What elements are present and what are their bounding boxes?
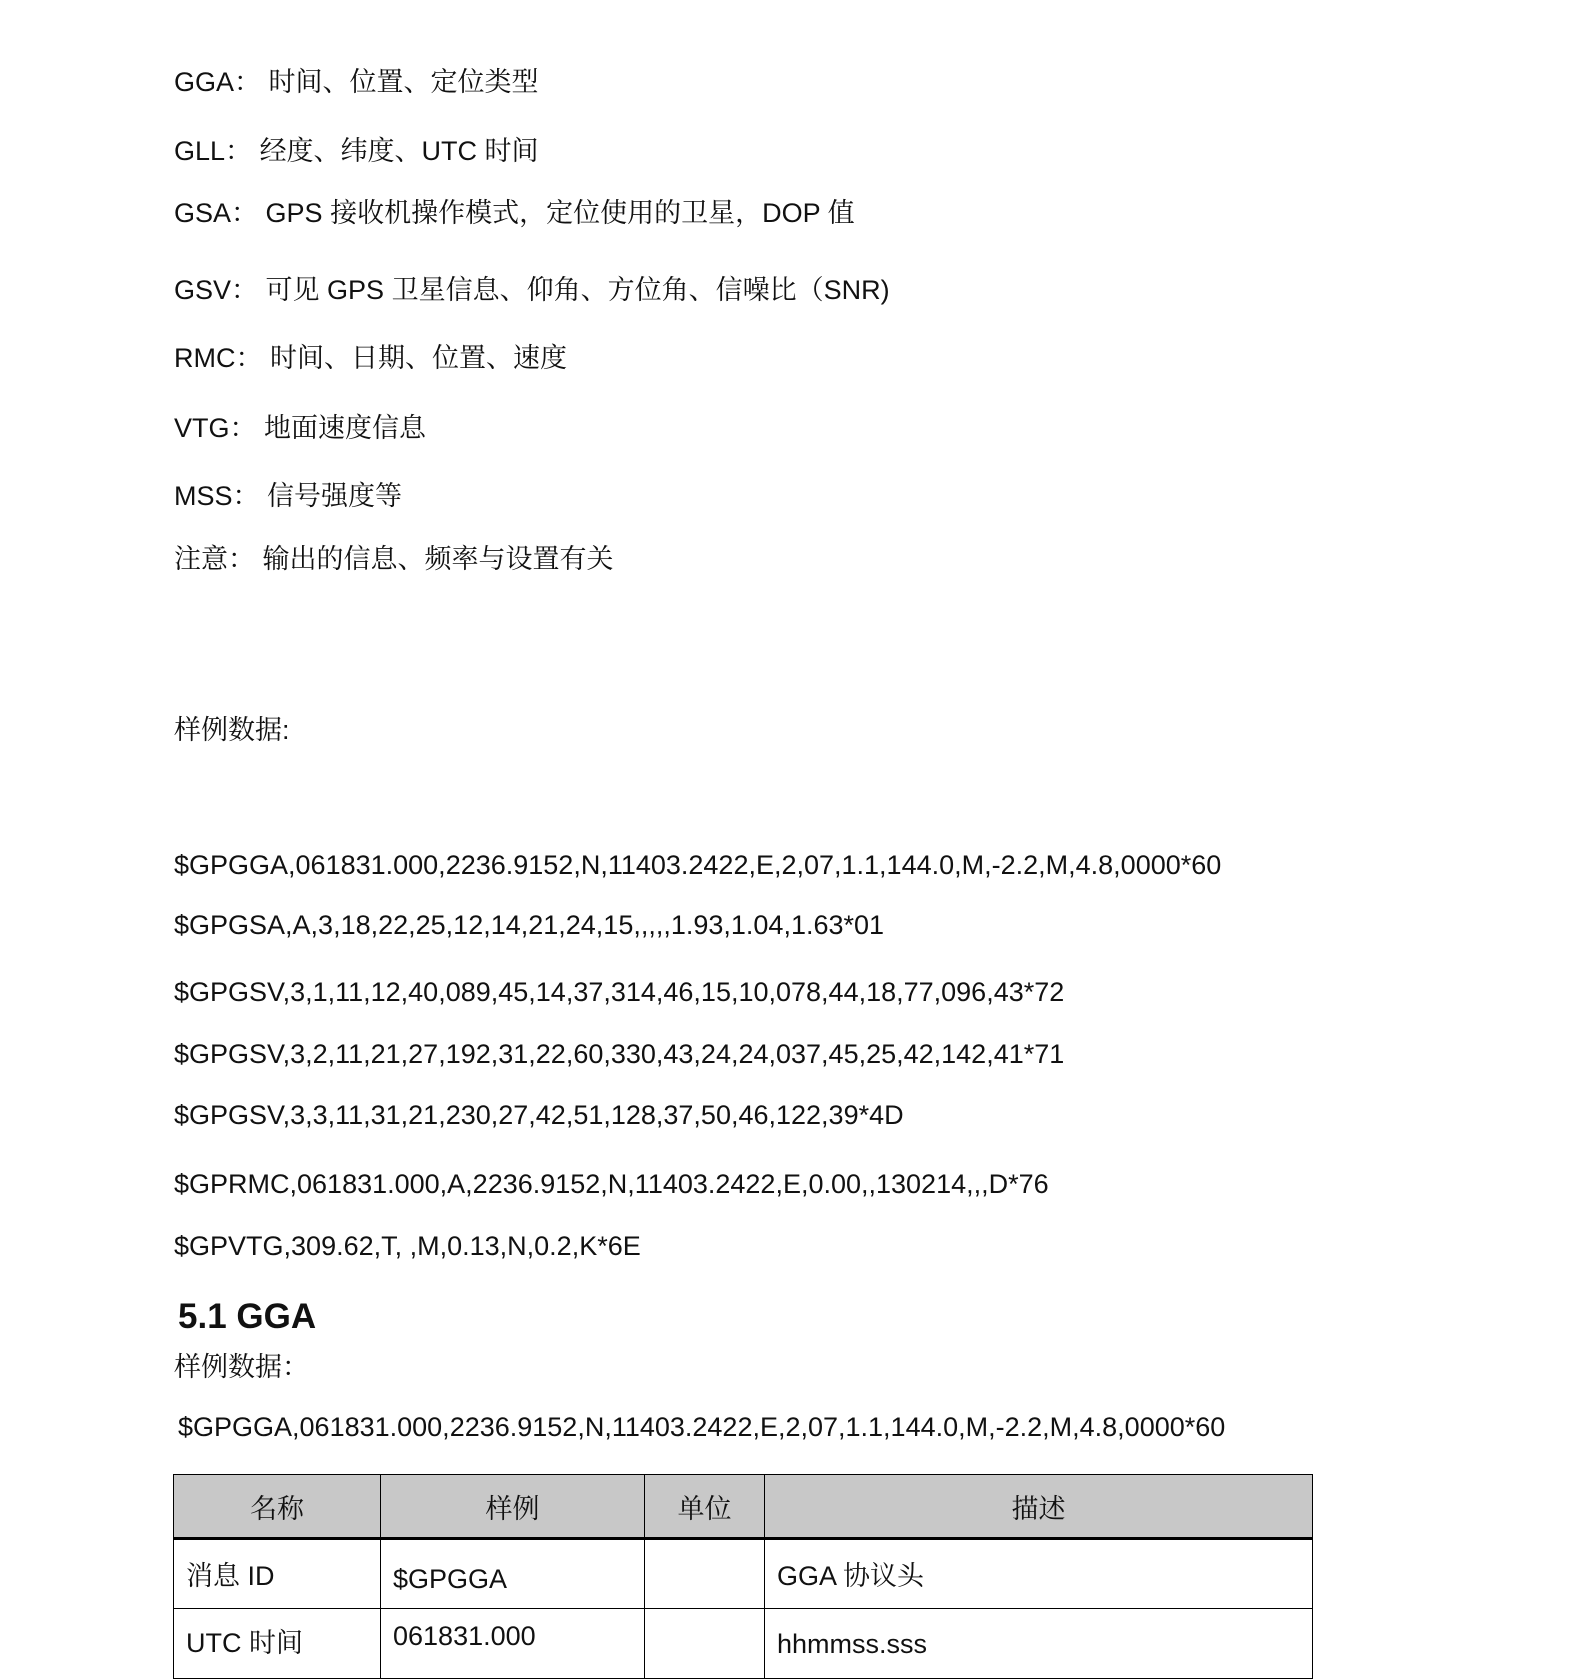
cell-unit xyxy=(645,1539,765,1609)
type-line-rmc: RMC： 时间、日期、位置、速度 xyxy=(174,343,568,373)
type-line-mss: MSS： 信号强度等 xyxy=(174,481,403,511)
section-sample-label: 样例数据： xyxy=(174,1352,309,1382)
section-sample-line: $GPGGA,061831.000,2236.9152,N,11403.2422,E,2,07,1.1,144.0,M,-2.2,M,4.8,0000*60 xyxy=(178,1412,1226,1442)
type-line-gsv: GSV： 可见 GPS 卫星信息、仰角、方位角、信噪比（SNR) xyxy=(174,275,890,305)
cell-unit xyxy=(645,1609,765,1679)
type-line-gsa: GSA： GPS 接收机操作模式，定位使用的卫星，DOP 值 xyxy=(174,198,855,228)
gga-field-table xyxy=(173,1474,1313,1679)
type-line-gga: GGA： 时间、位置、定位类型 xyxy=(174,67,539,97)
table-header-row xyxy=(174,1475,1313,1539)
sample-line-gsv-1: $GPGSV,3,1,11,12,40,089,45,14,37,314,46,15,10,078,44,18,77,096,43*72 xyxy=(174,977,1065,1007)
cell-description: GGA 协议头 xyxy=(765,1539,1313,1609)
table-row xyxy=(174,1539,1313,1609)
sample-line-rmc: $GPRMC,061831.000,A,2236.9152,N,11403.2422,E,0.00,,130214,,,D*76 xyxy=(174,1169,1049,1199)
type-line-gll: GLL： 经度、纬度、UTC 时间 xyxy=(174,136,539,166)
sample-line-gsv-2: $GPGSV,3,2,11,21,27,192,31,22,60,330,43,24,24,037,45,25,42,142,41*71 xyxy=(174,1039,1065,1069)
header-unit: 单位 xyxy=(645,1475,765,1539)
header-sample: 样例 xyxy=(381,1475,645,1539)
sample-line-vtg: $GPVTG,309.62,T, ,M,0.13,N,0.2,K*6E xyxy=(174,1231,641,1261)
cell-name: 消息 ID xyxy=(174,1539,381,1609)
table-row xyxy=(174,1609,1313,1679)
sample-line-gsa: $GPGSA,A,3,18,22,25,12,14,21,24,15,,,,,1.93,1.04,1.63*01 xyxy=(174,910,885,940)
sample-line-gsv-3: $GPGSV,3,3,11,31,21,230,27,42,51,128,37,50,46,122,39*4D xyxy=(174,1100,904,1130)
cell-sample: $GPGGA xyxy=(381,1539,645,1609)
type-line-note: 注意： 输出的信息、频率与设置有关 xyxy=(174,544,614,574)
sample-line-gga: $GPGGA,061831.000,2236.9152,N,11403.2422,E,2,07,1.1,144.0,M,-2.2,M,4.8,0000*60 xyxy=(174,850,1222,880)
cell-sample: 061831.000 xyxy=(381,1609,645,1679)
cell-description: hhmmss.sss xyxy=(765,1609,1313,1679)
sample-data-label: 样例数据: xyxy=(174,715,290,745)
section-heading: 5.1 GGA xyxy=(178,1297,317,1336)
header-name: 名称 xyxy=(174,1475,381,1539)
cell-name: UTC 时间 xyxy=(174,1609,381,1679)
type-line-vtg: VTG： 地面速度信息 xyxy=(174,413,427,443)
header-description: 描述 xyxy=(765,1475,1313,1539)
